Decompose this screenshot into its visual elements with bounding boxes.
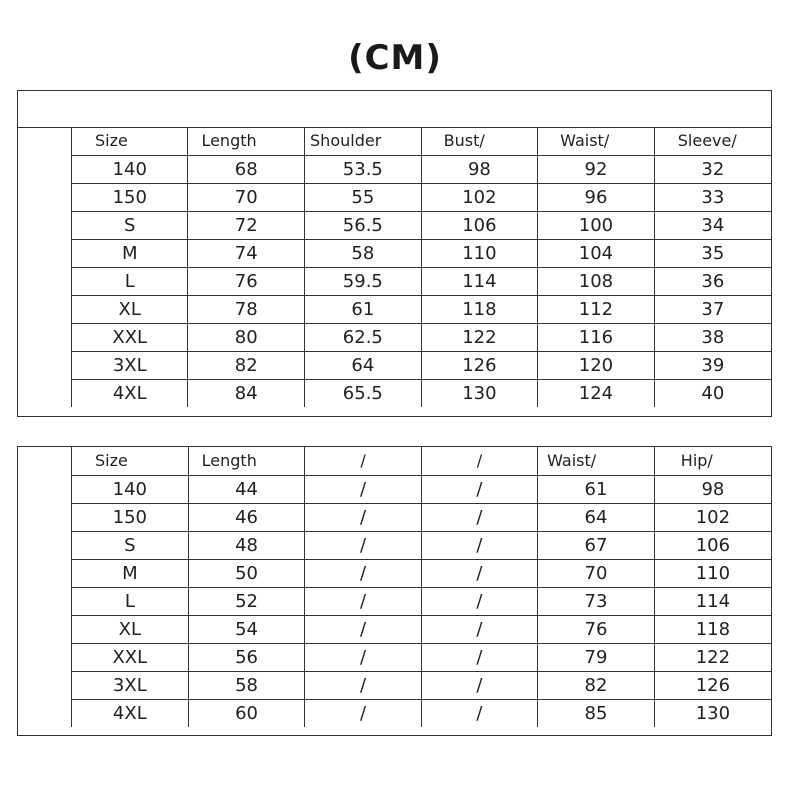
table-cell: 96 [538, 183, 655, 211]
bottom-size-table-frame [17, 446, 772, 736]
table-cell: 140 [72, 475, 189, 503]
table-row [72, 295, 772, 323]
header-length: Length [188, 127, 305, 155]
table-row [72, 155, 772, 183]
table-cell: / [305, 699, 421, 727]
table-cell: 53.5 [305, 155, 422, 183]
table-cell: 150 [72, 503, 189, 531]
table-row [72, 531, 772, 559]
table-cell: 92 [538, 155, 655, 183]
table-cell: 114 [421, 267, 538, 295]
table-cell: 32 [654, 155, 771, 183]
table-cell: / [305, 503, 421, 531]
table-cell: XL [72, 295, 188, 323]
table-row [72, 699, 772, 727]
table-cell: 4XL [72, 699, 189, 727]
table-cell: 39 [654, 351, 771, 379]
table-cell: / [305, 475, 421, 503]
table-cell: 56.5 [305, 211, 422, 239]
table-row [72, 267, 772, 295]
table-cell: 55 [305, 183, 422, 211]
table-row [72, 183, 772, 211]
table-cell: 98 [654, 475, 771, 503]
table-cell: 73 [538, 587, 655, 615]
table-cell: 116 [538, 323, 655, 351]
table-cell: 67 [538, 531, 655, 559]
table-cell: 76 [188, 267, 305, 295]
table-cell: / [421, 699, 537, 727]
table-cell: 54 [188, 615, 305, 643]
table-cell: / [421, 587, 537, 615]
table-cell: M [72, 559, 189, 587]
table-cell: / [421, 531, 537, 559]
table-cell: 36 [654, 267, 771, 295]
table-cell: 65.5 [305, 379, 422, 407]
table-cell: 4XL [72, 379, 188, 407]
table-cell: 120 [538, 351, 655, 379]
header-sleeve: Sleeve/ [654, 127, 771, 155]
table-cell: 108 [538, 267, 655, 295]
top-table-blank-header-row [18, 91, 771, 128]
table-cell: L [72, 587, 189, 615]
table-cell: 100 [538, 211, 655, 239]
table-cell: 70 [538, 559, 655, 587]
table-cell: 102 [654, 503, 771, 531]
table-cell: / [421, 475, 537, 503]
table-cell: 52 [188, 587, 305, 615]
table-cell: 130 [654, 699, 771, 727]
table-cell: / [305, 587, 421, 615]
table-cell: 61 [538, 475, 655, 503]
table-cell: 74 [188, 239, 305, 267]
table-cell: 82 [538, 671, 655, 699]
table-cell: XXL [72, 323, 188, 351]
table-header-row [72, 447, 772, 475]
table-cell: / [305, 559, 421, 587]
table-cell: 62.5 [305, 323, 422, 351]
table-cell: 122 [421, 323, 538, 351]
table-cell: 124 [538, 379, 655, 407]
table-cell: 79 [538, 643, 655, 671]
bottom-size-table [71, 447, 771, 727]
table-cell: 98 [421, 155, 538, 183]
table-cell: / [421, 615, 537, 643]
header-size: Size [72, 447, 189, 475]
header-blank: / [305, 447, 421, 475]
table-cell: 50 [188, 559, 305, 587]
table-row [72, 475, 772, 503]
top-size-table [71, 127, 771, 407]
table-cell: 122 [654, 643, 771, 671]
table-cell: 56 [188, 643, 305, 671]
table-cell: 46 [188, 503, 305, 531]
table-cell: / [305, 671, 421, 699]
table-cell: / [305, 615, 421, 643]
table-cell: 3XL [72, 351, 188, 379]
header-blank: / [421, 447, 537, 475]
table-cell: L [72, 267, 188, 295]
table-cell: / [421, 559, 537, 587]
table-row [72, 615, 772, 643]
table-header-row [72, 127, 772, 155]
table-cell: 126 [421, 351, 538, 379]
table-cell: 104 [538, 239, 655, 267]
table-cell: 80 [188, 323, 305, 351]
table-cell: / [421, 503, 537, 531]
table-row [72, 671, 772, 699]
table-cell: 130 [421, 379, 538, 407]
table-cell: 40 [654, 379, 771, 407]
header-shoulder: Shoulder [305, 127, 422, 155]
table-cell: / [305, 531, 421, 559]
header-bust: Bust/ [421, 127, 538, 155]
table-cell: 82 [188, 351, 305, 379]
table-cell: 85 [538, 699, 655, 727]
header-hip: Hip/ [654, 447, 771, 475]
table-cell: 106 [654, 531, 771, 559]
table-row [72, 351, 772, 379]
table-cell: 106 [421, 211, 538, 239]
table-row [72, 379, 772, 407]
table-cell: S [72, 531, 189, 559]
table-row [72, 323, 772, 351]
table-cell: 64 [305, 351, 422, 379]
table-cell: 33 [654, 183, 771, 211]
table-cell: 64 [538, 503, 655, 531]
page-title: (CM) [348, 38, 442, 78]
table-cell: 59.5 [305, 267, 422, 295]
table-cell: 48 [188, 531, 305, 559]
table-cell: 44 [188, 475, 305, 503]
table-cell: XL [72, 615, 189, 643]
table-cell: S [72, 211, 188, 239]
table-cell: 61 [305, 295, 422, 323]
table-cell: 78 [188, 295, 305, 323]
table-cell: 58 [305, 239, 422, 267]
table-cell: 37 [654, 295, 771, 323]
table-cell: M [72, 239, 188, 267]
table-cell: 126 [654, 671, 771, 699]
table-cell: 76 [538, 615, 655, 643]
table-row [72, 239, 772, 267]
table-cell: 84 [188, 379, 305, 407]
table-cell: XXL [72, 643, 189, 671]
table-cell: 3XL [72, 671, 189, 699]
table-row [72, 587, 772, 615]
header-length: Length [188, 447, 305, 475]
header-size: Size [72, 127, 188, 155]
table-row [72, 211, 772, 239]
table-cell: 110 [654, 559, 771, 587]
table-cell: 102 [421, 183, 538, 211]
table-cell: 114 [654, 587, 771, 615]
table-cell: 72 [188, 211, 305, 239]
table-cell: 118 [421, 295, 538, 323]
table-cell: 112 [538, 295, 655, 323]
table-row [72, 643, 772, 671]
table-cell: 150 [72, 183, 188, 211]
table-cell: 140 [72, 155, 188, 183]
table-row [72, 503, 772, 531]
table-cell: 58 [188, 671, 305, 699]
table-row [72, 559, 772, 587]
table-cell: 38 [654, 323, 771, 351]
table-cell: / [421, 671, 537, 699]
table-cell: 70 [188, 183, 305, 211]
table-cell: / [421, 643, 537, 671]
table-cell: 110 [421, 239, 538, 267]
table-cell: 60 [188, 699, 305, 727]
table-cell: 68 [188, 155, 305, 183]
table-cell: 35 [654, 239, 771, 267]
table-cell: 34 [654, 211, 771, 239]
table-cell: / [305, 643, 421, 671]
header-waist: Waist/ [538, 127, 655, 155]
table-cell: 118 [654, 615, 771, 643]
top-size-table-frame [17, 90, 772, 417]
header-waist: Waist/ [538, 447, 655, 475]
